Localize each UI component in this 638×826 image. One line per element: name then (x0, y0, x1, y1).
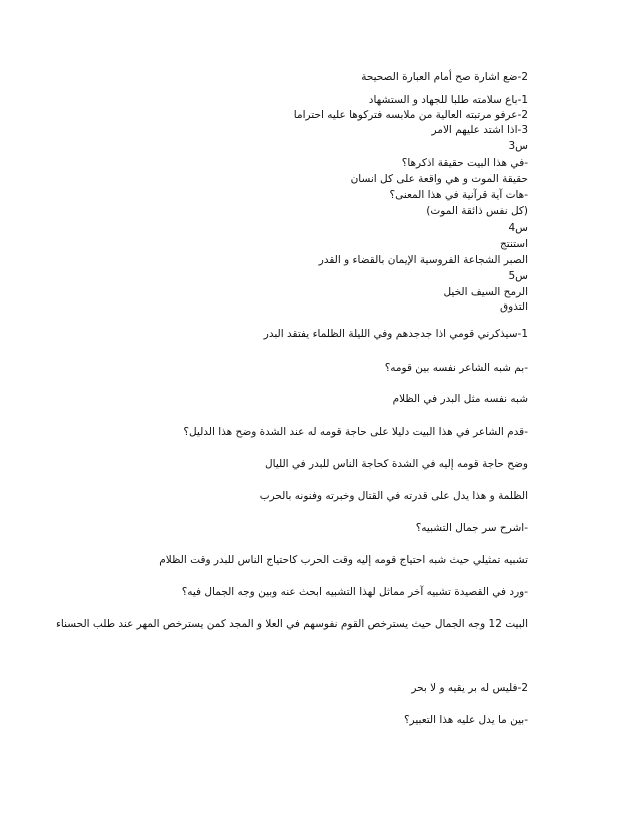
answer-line: وضح حاجة قومه إليه في الشدة كحاجة الناس للبدر في الليال (264, 458, 528, 470)
text-line: (كل نفس ذائقة الموت) (426, 205, 528, 217)
answer-line: البيت 12 وجه الجمال حيث يسترخص القوم نفوسهم في العلا و المجد كمن يسترخص المهر عند طلب الحسناء (56, 618, 528, 630)
answer-line: الظلمة و هذا يدل على قدرته في القتال وخبرته وفنونه بالحرب (259, 490, 528, 502)
question-line: -ورد في القصيدة تشبيه آخر مماثل لهذا التشبيه ابحث عنه وبين وجه الجمال فيه؟ (181, 586, 528, 598)
text-line: التذوق (499, 301, 528, 313)
text-line: -في هذا البيت حقيقة اذكرها؟ (401, 157, 528, 169)
text-line: الرمح السيف الخيل (443, 286, 528, 298)
text-line: 2-عرفو مرتبته العالية من ملابسه فتركوها عليه احتراما (293, 109, 528, 121)
text-line: 3-اذا اشتد عليهم الامر (431, 124, 528, 136)
answer-line: تشبيه تمثيلي حيث شبه احتياج قومه إليه وقت الحرب كاحتياج الناس للبدر وقت الظلام (159, 554, 528, 566)
question-line: -قدم الشاعر في هذا البيت دليلا على حاجة قومه له عند الشدة وضح هذا الدليل؟ (183, 426, 528, 438)
question-number: س3 (508, 140, 528, 152)
text-line: -هات آية قرآنية في هذا المعنى؟ (389, 189, 528, 201)
question-line: -اشرح سر جمال التشبيه؟ (415, 522, 528, 534)
verse-line: 1-سيذكرني قومي اذا جدجدهم وفي الليلة الظلماء يفتقد البدر (263, 328, 528, 340)
question-number: س4 (508, 222, 528, 234)
question-number: س5 (508, 270, 528, 282)
text-line: الصبر الشجاعة الفروسية الإيمان بالقضاء و القدر (318, 254, 528, 266)
text-line: حقيقة الموت و هي واقعة على كل انسان (350, 173, 528, 185)
text-line: استنتج (500, 238, 528, 250)
text-line: 1-باع سلامته طلبا للجهاد و الستشهاد (368, 94, 528, 106)
question-line: -بين ما يدل عليه هذا التعبير؟ (403, 714, 528, 726)
question-line: -بم شبه الشاعر نفسه بين قومه؟ (384, 362, 528, 374)
question-heading: 2-ضع اشارة صح أمام العبارة الصحيحة (361, 71, 528, 83)
answer-line: شبه نفسه مثل البدر في الظلام (392, 393, 528, 405)
verse-line: 2-فليس له بر يقيه و لا بحر (411, 682, 528, 694)
